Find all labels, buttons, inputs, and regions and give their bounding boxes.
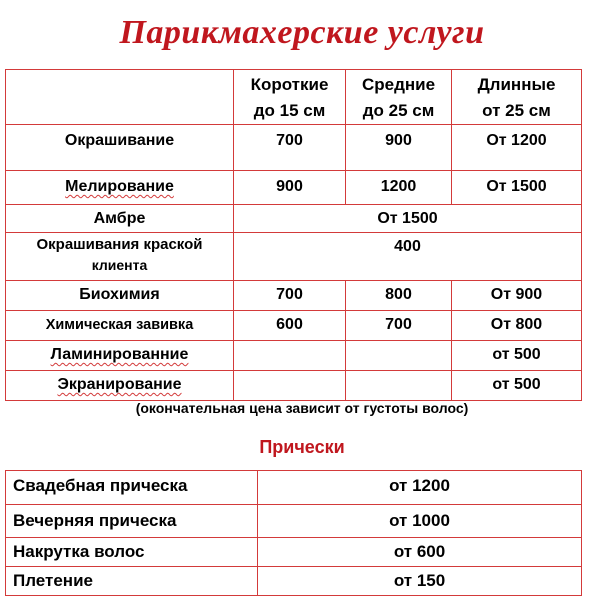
price-medium: 800 [346, 281, 452, 311]
table-row [6, 371, 582, 401]
price-long: От 800 [452, 311, 582, 341]
price-long: От 1200 [452, 125, 582, 171]
hairstyle-price: от 600 [258, 538, 582, 567]
price-all: От 1500 [234, 205, 582, 233]
page-title: Парикмахерские услуги [119, 14, 485, 51]
table-row [6, 538, 582, 567]
price-long: От 900 [452, 281, 582, 311]
header-medium: Средние до 25 см [346, 70, 452, 125]
hairstyles-table [5, 470, 582, 596]
price-table [5, 69, 582, 401]
hairstyle-name: Свадебная прическа [6, 471, 258, 505]
price-medium: 700 [346, 311, 452, 341]
price-long: От 1500 [452, 171, 582, 205]
table-header-row [6, 70, 582, 125]
hairstyle-price: от 1200 [258, 471, 582, 505]
service-name: Химическая завивка [6, 311, 234, 341]
hairstyles-title: Прически [259, 437, 345, 457]
table-row [6, 505, 582, 538]
price-long: от 500 [452, 371, 582, 401]
service-name: Амбре [6, 205, 234, 233]
price-medium: 1200 [346, 171, 452, 205]
price-short: 600 [234, 311, 346, 341]
header-empty-cell [6, 70, 234, 125]
price-medium: 900 [346, 125, 452, 171]
price-long: от 500 [452, 341, 582, 371]
table-row [6, 567, 582, 596]
price-note: (окончательная цена зависит от густоты волос) [135, 400, 469, 416]
service-name: Мелирование [6, 171, 234, 205]
price-medium [346, 341, 452, 371]
service-name: Экранирование [6, 371, 234, 401]
price-short [234, 341, 346, 371]
table-row [6, 471, 582, 505]
hairstyle-name: Вечерняя прическа [6, 505, 258, 538]
table-row [6, 341, 582, 371]
table-row [6, 281, 582, 311]
service-name: Биохимия [6, 281, 234, 311]
hairstyle-price: от 150 [258, 567, 582, 596]
header-long: Длинные от 25 см [452, 70, 582, 125]
hairstyle-name: Накрутка волос [6, 538, 258, 567]
table-row [6, 125, 582, 171]
hairstyle-price: от 1000 [258, 505, 582, 538]
table-row [6, 205, 582, 233]
header-short: Короткие до 15 см [234, 70, 346, 125]
table-row [6, 233, 582, 281]
price-short: 900 [234, 171, 346, 205]
price-all: 400 [234, 233, 582, 281]
price-short: 700 [234, 281, 346, 311]
table-row [6, 171, 582, 205]
price-short [234, 371, 346, 401]
hairstyle-name: Плетение [6, 567, 258, 596]
service-name: Окрашивание [6, 125, 234, 171]
service-name: Ламинированние [6, 341, 234, 371]
service-name: Окрашивания краской клиента [6, 233, 234, 281]
price-short: 700 [234, 125, 346, 171]
price-medium [346, 371, 452, 401]
table-row [6, 311, 582, 341]
